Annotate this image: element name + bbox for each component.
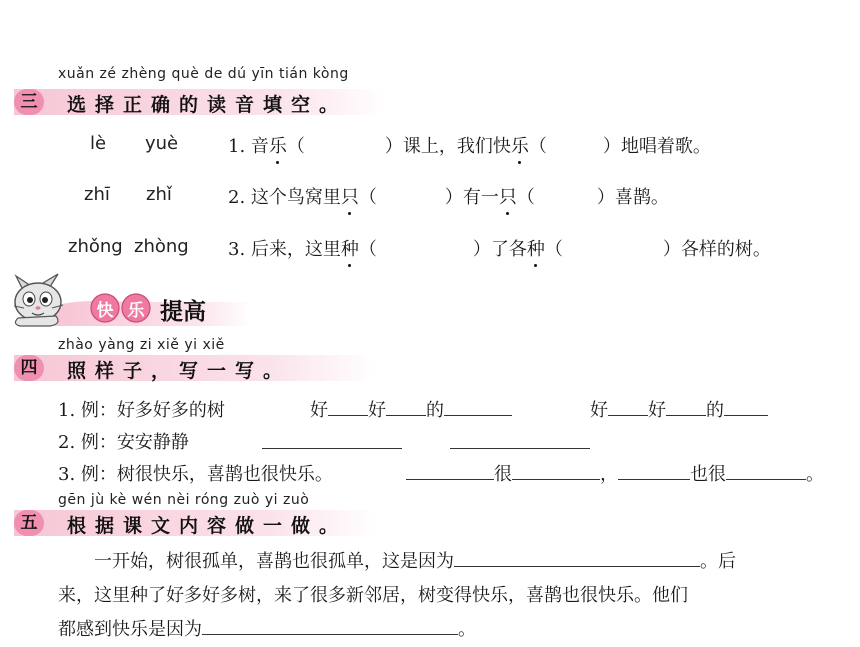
section4-q1-label: 1. 例：好多好多的树 [58,400,225,421]
section4-pinyin: zhào yàng zi xiě yi xiě [58,337,225,353]
pinyin-option: lè [90,133,107,154]
section5-pinyin: gēn jù kè wén nèi róng zuò yi zuò [58,492,310,508]
dotted-char: 乐 [269,132,287,158]
section5-title: 根据课文内容做一做。 [67,515,348,537]
banner-title: 提高 [160,299,206,325]
paren-open: （ [286,136,305,157]
section3-pinyin: xuǎn zé zhèng què de dú yīn tián kòng [58,66,349,82]
dotted-char: 乐 [511,132,529,158]
question-text: ）了各 [472,239,527,260]
pinyin-option: yuè [145,133,179,154]
answer-blank[interactable] [262,448,402,449]
section5-number: 五 [20,513,38,533]
answer-blank[interactable] [608,397,648,416]
question-text: 3. 后来，这里 [228,239,341,260]
section3-number: 三 [20,92,38,112]
answer-blank[interactable] [726,461,806,480]
paragraph-text: 。后 [700,551,736,572]
q3-punct: 。 [806,464,824,485]
section3-title: 选择正确的读音填空。 [67,94,348,116]
section4-q3-answer [406,460,824,486]
q1-char: 的 [426,400,444,421]
answer-blank[interactable] [386,397,426,416]
paren-open: （ [358,239,377,260]
q1-char: 好 [648,400,666,421]
pinyin-option: zhǒng [68,236,123,257]
q1-char: 的 [706,400,724,421]
dotted-char: 只 [499,183,517,209]
question-text: ）各样的树。 [662,239,771,260]
pinyin-option: zhòng [134,236,189,257]
answer-blank[interactable] [724,397,768,416]
q3-word: 很 [494,464,512,485]
section4-q2-label: 2. 例：安安静静 [58,432,189,453]
section4-q1-answer-b [590,396,768,422]
question-text: 1. 音 [228,136,269,157]
cat-mascot-icon [14,274,63,326]
section3-number-badge [14,89,44,115]
dotted-char: 只 [341,183,359,209]
section4-q1-answer-a [310,396,512,422]
section5-paragraph-line2: 来，这里种了好多好多树，来了很多新邻居，树变得快乐，喜鹊也很快乐。他们 [58,585,688,606]
answer-blank[interactable] [406,461,494,480]
banner-char-happy: 快 [96,301,114,321]
section5-paragraph-line3 [58,613,848,647]
answer-blank[interactable] [328,397,368,416]
happy-improve-banner [10,268,260,328]
answer-blank[interactable] [618,461,690,480]
pinyin-option: zhǐ [146,184,172,205]
pinyin-option: zhī [84,184,110,205]
q1-char: 好 [310,400,328,421]
answer-blank[interactable] [444,397,512,416]
q1-char: 好 [590,400,608,421]
question-text: ）有一 [444,187,499,208]
answer-blank[interactable] [202,616,458,635]
question-text: ）课上，我们快 [384,136,511,157]
answer-blank[interactable] [450,448,590,449]
question-text: 2. 这个鸟窝里 [228,187,341,208]
q3-word: 也很 [690,464,726,485]
dotted-char: 种 [527,235,545,261]
q3-punct: ， [600,464,618,485]
paragraph-text: 都感到快乐是因为 [58,619,202,640]
answer-blank[interactable] [454,548,700,567]
section5-paragraph-line1 [58,545,848,579]
answer-blank[interactable] [512,461,600,480]
question-text: ）地唱着歌。 [602,136,711,157]
question-text: ）喜鹊。 [596,187,669,208]
section4-q3-label: 3. 例：树很快乐，喜鹊也很快乐。 [58,464,333,485]
banner-char-joy: 乐 [127,301,145,321]
paren-open: （ [516,187,535,208]
paren-open: （ [544,239,563,260]
section4-title: 照样子，写一写。 [67,360,292,382]
section4-number-badge [14,355,44,381]
dotted-char: 种 [341,235,359,261]
q1-char: 好 [368,400,386,421]
paren-open: （ [358,187,377,208]
section5-number-badge [14,510,44,536]
answer-blank[interactable] [666,397,706,416]
paragraph-text: 。 [458,619,476,640]
paren-open: （ [528,136,547,157]
paragraph-text: 一开始，树很孤单，喜鹊也很孤单，这是因为 [94,551,454,572]
section4-number: 四 [20,358,38,378]
